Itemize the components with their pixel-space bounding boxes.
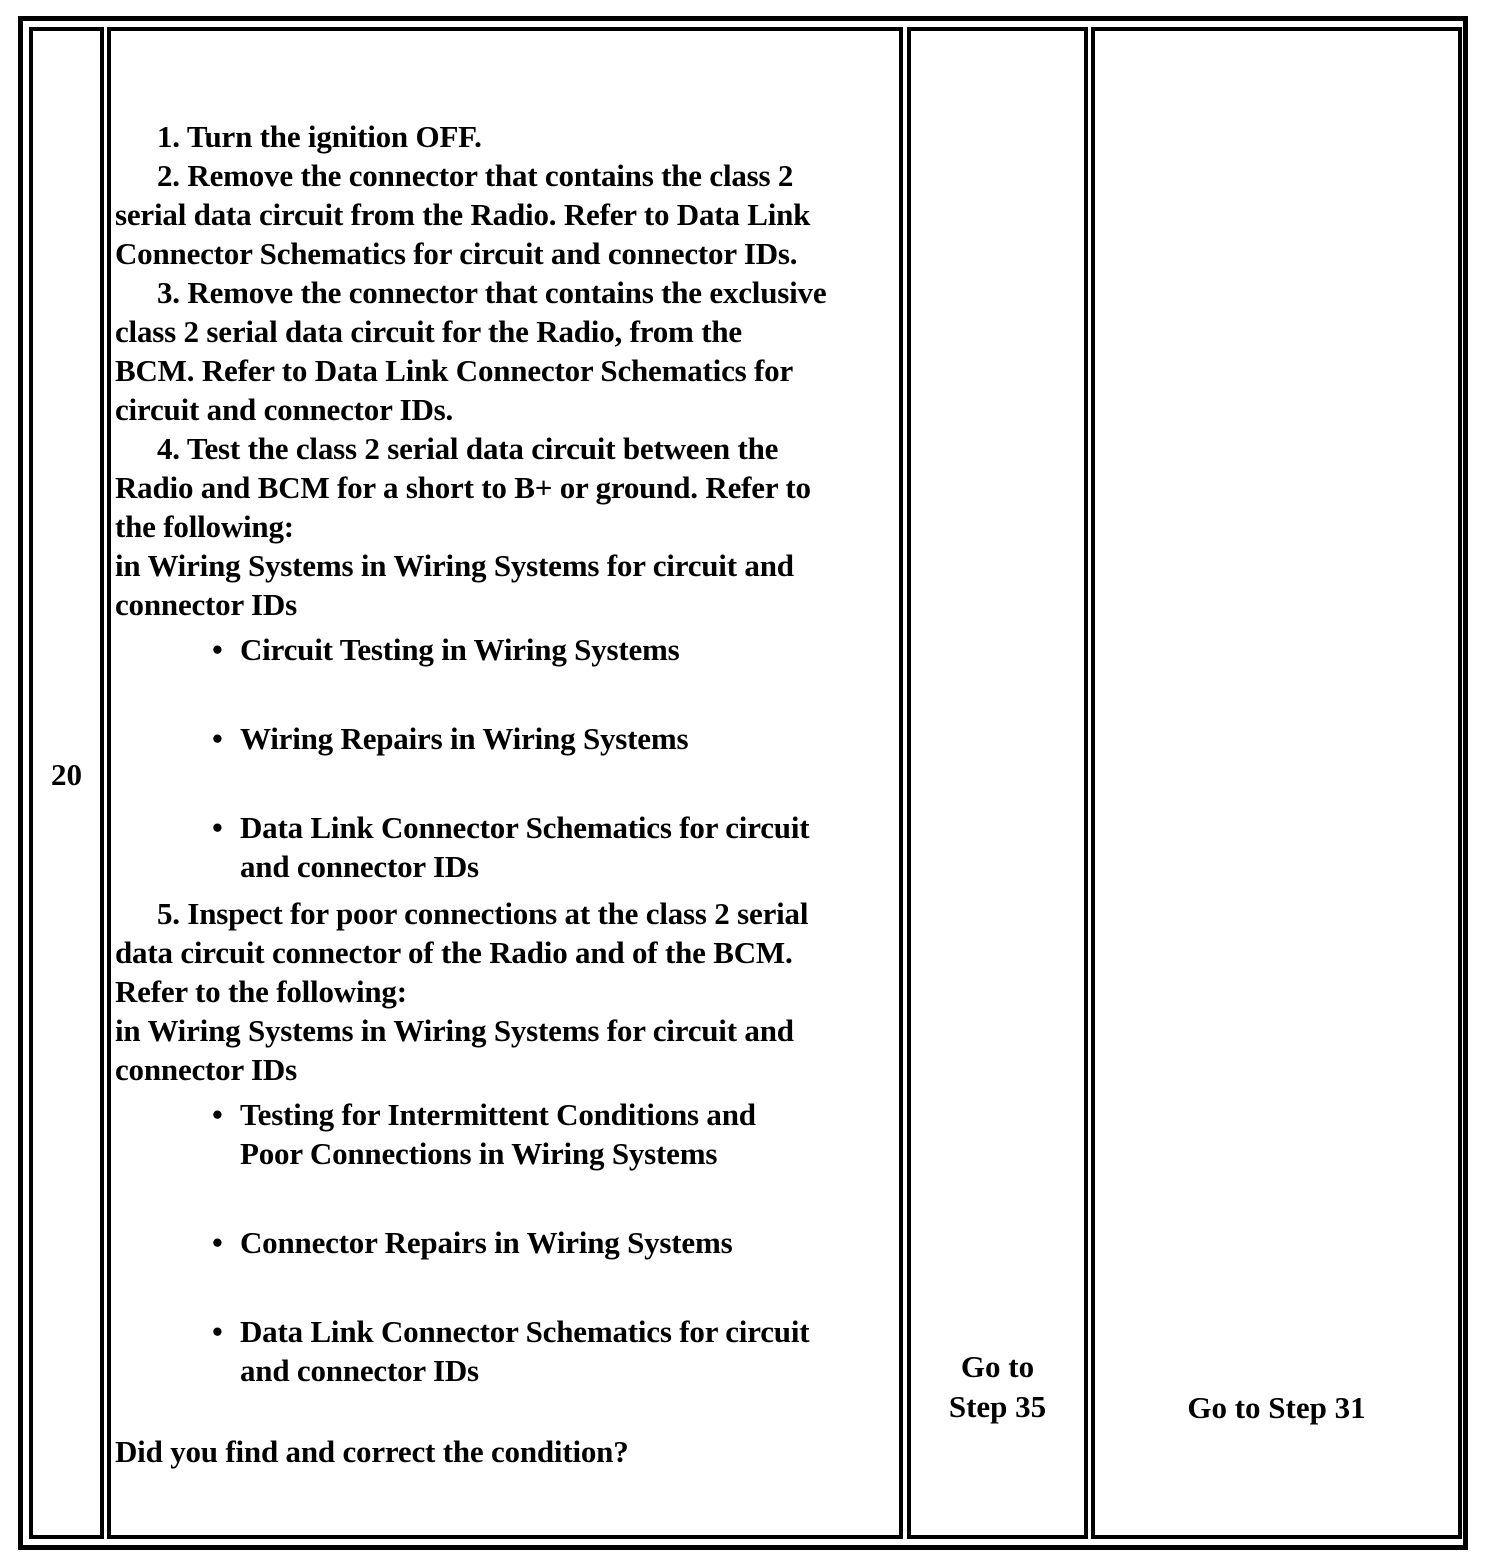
bullet-item — [115, 1223, 895, 1262]
action-cell — [107, 27, 903, 1539]
action-line: in Wiring Systems in Wiring Systems for circuit and — [115, 1013, 794, 1048]
bullet-icon: • — [212, 1097, 223, 1132]
step-cell — [29, 27, 104, 1539]
action-line: Refer to the following: — [115, 974, 407, 1009]
bullet-icon: • — [212, 810, 223, 845]
no-result: Go to Step 31 — [1187, 1390, 1366, 1425]
action-line: the following: — [115, 509, 294, 544]
bullet-icon: • — [212, 1314, 223, 1349]
action-line: serial data circuit from the Radio. Refer to Data Link — [115, 197, 811, 232]
bullet-item — [115, 808, 895, 847]
bullet-text: Data Link Connector Schematics for circuit — [240, 1314, 810, 1349]
bullet-text: Wiring Repairs in Wiring Systems — [240, 721, 689, 756]
action-line: connector IDs — [115, 587, 297, 622]
action-line: circuit and connector IDs. — [115, 392, 454, 427]
bullet-item — [115, 1095, 895, 1134]
bullet-text: Connector Repairs in Wiring Systems — [240, 1225, 733, 1260]
action-line: Radio and BCM for a short to B+ or ground. Refer to — [115, 470, 811, 505]
yes-line: Go to — [960, 1349, 1035, 1384]
bullet-text-cont: and connector IDs — [240, 849, 479, 884]
action-line: BCM. Refer to Data Link Connector Schematics for — [115, 353, 794, 388]
bullet-item — [115, 719, 895, 758]
bullet-text: Testing for Intermittent Conditions and — [240, 1097, 756, 1132]
action-content — [115, 117, 895, 1471]
action-line: 3. Remove the connector that contains the exclusive — [157, 275, 827, 310]
action-line: in Wiring Systems in Wiring Systems for circuit and — [115, 548, 794, 583]
bullet-item — [115, 630, 895, 669]
bullet-text: Circuit Testing in Wiring Systems — [240, 632, 680, 667]
action-line: class 2 serial data circuit for the Radio, from the — [115, 314, 742, 349]
no-cell — [1091, 27, 1462, 1539]
yes-line: Step 35 — [948, 1389, 1047, 1424]
action-line: connector IDs — [115, 1052, 297, 1087]
action-line: data circuit connector of the Radio and of the BCM. — [115, 935, 793, 970]
action-line: 1. Turn the ignition OFF. — [157, 119, 482, 154]
yes-cell — [907, 27, 1088, 1539]
bullet-item — [115, 1312, 895, 1351]
bullet-icon: • — [212, 1225, 223, 1260]
question-text: Did you find and correct the condition? — [115, 1434, 629, 1469]
action-line: 5. Inspect for poor connections at the class 2 serial — [157, 896, 809, 931]
action-line: Connector Schematics for circuit and connector IDs. — [115, 236, 798, 271]
diagnostic-table — [18, 16, 1468, 1550]
bullet-text-cont: and connector IDs — [240, 1353, 479, 1388]
bullet-text: Data Link Connector Schematics for circuit — [240, 810, 810, 845]
bullet-icon: • — [212, 632, 223, 667]
bullet-text-cont: Poor Connections in Wiring Systems — [240, 1136, 718, 1171]
bullet-icon: • — [212, 721, 223, 756]
yes-result — [911, 1347, 1084, 1427]
step-number: 20 — [51, 757, 82, 792]
action-line: 4. Test the class 2 serial data circuit between the — [157, 431, 779, 466]
action-line: 2. Remove the connector that contains the class 2 — [157, 158, 794, 193]
